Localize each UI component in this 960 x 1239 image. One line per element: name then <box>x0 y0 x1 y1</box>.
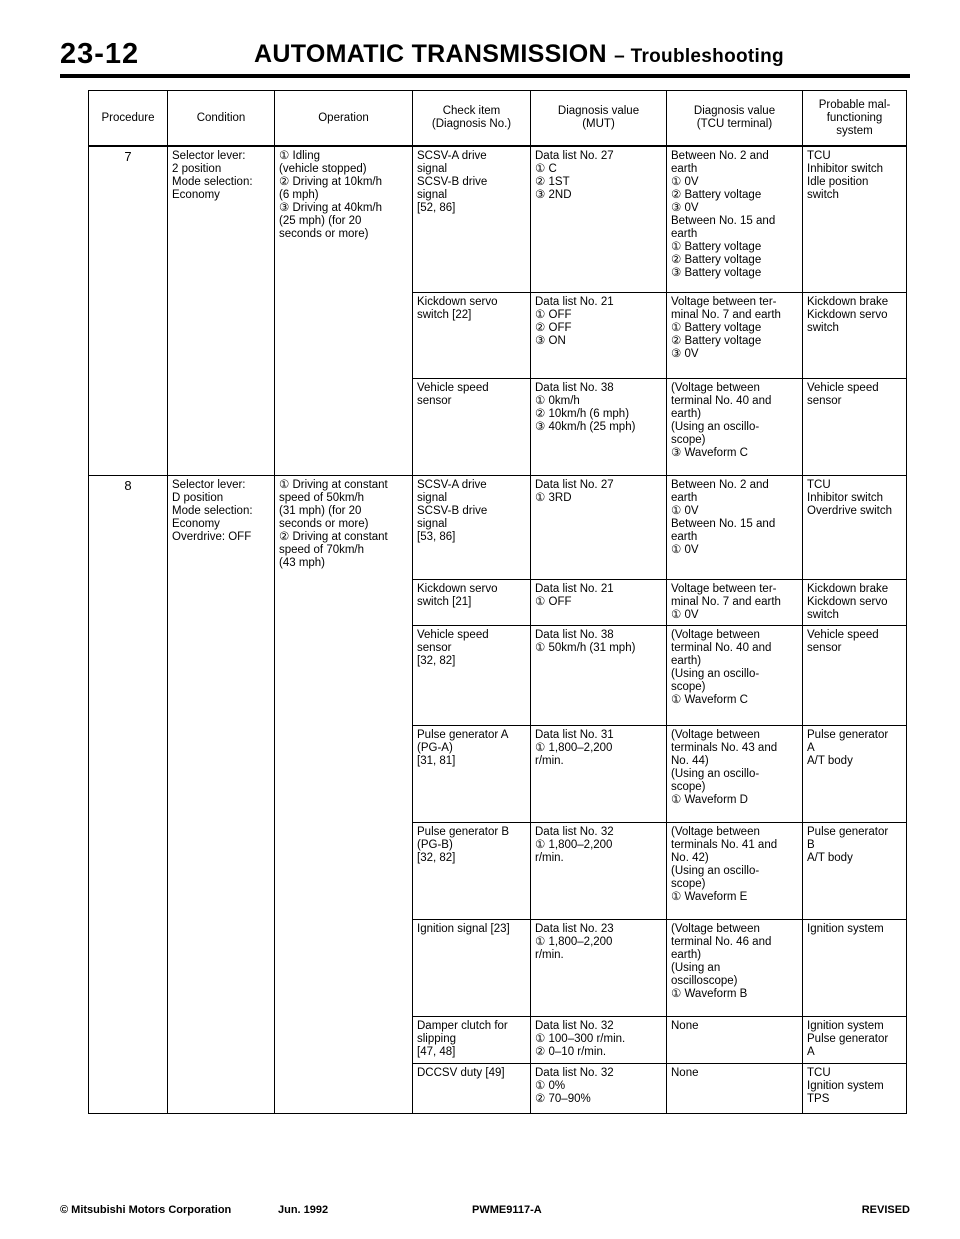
cell-text: ① 3RD <box>535 491 572 504</box>
cell-text: Data list No. 32 <box>535 1019 614 1032</box>
cell-text: Data list No. 32 <box>535 825 614 838</box>
header-text: Check item <box>442 105 501 117</box>
cell-text: Vehicle speed <box>417 381 489 394</box>
cell-text: ③ 0V <box>671 347 699 360</box>
check-item-cell <box>413 146 531 292</box>
cell-text: ① C <box>535 163 557 175</box>
probable-system-cell <box>803 292 907 378</box>
cell-text: signal <box>417 163 448 175</box>
diagnosis-mut-cell <box>531 919 667 1016</box>
cell-text: sensor <box>807 394 842 407</box>
check-item-cell <box>413 625 531 725</box>
cell-text: earth <box>671 530 698 543</box>
header-text: (TCU terminal) <box>696 118 773 130</box>
cell-text: sensor <box>417 641 452 654</box>
cell-text: ① Waveform E <box>671 890 748 903</box>
table-row <box>89 475 907 579</box>
cell-text: Kickdown servo <box>807 595 888 608</box>
cell-text: scope) <box>671 680 706 693</box>
column-header-check-item <box>413 91 531 147</box>
cell-text: Data list No. 23 <box>535 922 614 935</box>
cell-text: earth) <box>671 407 702 420</box>
cell-text: [32, 82] <box>417 654 456 667</box>
cell-text: Ignition system <box>807 1079 884 1092</box>
cell-text: ③ 0V <box>671 202 699 214</box>
condition-cell <box>168 475 275 1113</box>
check-item-cell <box>413 579 531 625</box>
probable-system-cell <box>803 579 907 625</box>
cell-text: ③ ON <box>535 334 566 347</box>
cell-text: earth <box>671 163 698 175</box>
column-header-probable-system <box>803 91 907 147</box>
header-text: Operation <box>318 111 369 124</box>
page-number: 23-12 <box>60 38 140 70</box>
footer-copyright: © Mitsubishi Motors Corporation <box>60 1204 232 1216</box>
cell-text: Damper clutch for <box>417 1019 508 1032</box>
cell-text: (43 mph) <box>279 556 326 569</box>
check-item-cell <box>413 378 531 475</box>
table-header-row <box>89 91 907 147</box>
page-title-sub: – Troubleshooting <box>614 46 784 67</box>
cell-text: (Using an oscillo- <box>671 667 760 680</box>
cell-text: Pulse generator <box>807 825 889 838</box>
cell-text: SCSV-B drive <box>417 504 488 517</box>
cell-text: (vehicle stopped) <box>279 163 367 175</box>
cell-text: switch <box>807 608 839 621</box>
cell-text: 7 <box>124 149 132 164</box>
cell-text: Inhibitor switch <box>807 491 884 504</box>
cell-text: minal No. 7 and earth <box>671 595 781 608</box>
diagnosis-mut-cell <box>531 822 667 919</box>
check-item-cell <box>413 292 531 378</box>
cell-text: [53, 86] <box>417 530 456 543</box>
cell-text: Economy <box>172 517 220 530</box>
diagnosis-mut-cell <box>531 475 667 579</box>
header-text: Probable mal- <box>818 98 891 111</box>
cell-text: ② Battery voltage <box>671 334 762 347</box>
cell-text: ① 0V <box>671 543 699 556</box>
cell-text: SCSV-A drive <box>417 478 487 491</box>
probable-system-cell <box>803 475 907 579</box>
procedure-cell <box>89 475 168 1113</box>
cell-text: [31, 81] <box>417 754 456 767</box>
diagnosis-tcu-cell <box>667 292 803 378</box>
cell-text: switch [21] <box>417 595 472 608</box>
header-text: Diagnosis value <box>557 105 640 117</box>
header-text: Procedure <box>101 111 155 124</box>
cell-text: A <box>807 741 815 754</box>
cell-text: Data list No. 21 <box>535 582 614 595</box>
cell-text: A/T body <box>807 851 853 864</box>
check-item-cell <box>413 1016 531 1063</box>
cell-text: ② Battery voltage <box>671 189 762 201</box>
cell-text: ③ Battery voltage <box>671 267 762 279</box>
diagnosis-tcu-cell <box>667 378 803 475</box>
cell-text: (Using an <box>671 961 721 974</box>
cell-text: ① 1,800–2,200 <box>535 741 613 754</box>
footer-date: Jun. 1992 <box>278 1204 329 1216</box>
check-item-cell <box>413 1063 531 1113</box>
column-header-diagnosis-tcu <box>667 91 803 147</box>
diagnosis-mut-cell <box>531 725 667 822</box>
cell-text: A/T body <box>807 754 853 767</box>
probable-system-cell <box>803 919 907 1016</box>
diagnosis-tcu-cell <box>667 579 803 625</box>
cell-text: 2 position <box>172 163 222 175</box>
cell-text: ③ Waveform C <box>671 446 748 459</box>
cell-text: TCU <box>807 478 831 491</box>
cell-text: TPS <box>807 1092 830 1105</box>
cell-text: terminals No. 43 and <box>671 741 778 754</box>
page-title-main: AUTOMATIC TRANSMISSION <box>254 40 607 68</box>
header-text: Condition <box>196 111 246 124</box>
diagnosis-tcu-cell <box>667 146 803 292</box>
cell-text: Pulse generator <box>807 728 889 741</box>
cell-text: [52, 86] <box>417 202 456 214</box>
diagnosis-tcu-cell <box>667 625 803 725</box>
cell-text: ① OFF <box>535 308 572 321</box>
cell-text: oscilloscope) <box>671 974 738 987</box>
cell-text: (PG-B) <box>417 838 453 851</box>
troubleshooting-table <box>88 90 907 1114</box>
diagnosis-mut-cell <box>531 146 667 292</box>
cell-text: (Voltage between <box>671 381 760 394</box>
header-text: system <box>836 124 873 137</box>
cell-text: (31 mph) (for 20 <box>279 504 362 517</box>
cell-text: (Using an oscillo- <box>671 864 760 877</box>
cell-text: Data list No. 31 <box>535 728 614 741</box>
diagnosis-mut-cell <box>531 579 667 625</box>
diagnosis-tcu-cell <box>667 822 803 919</box>
cell-text: r/min. <box>535 851 564 864</box>
diagnosis-mut-cell <box>531 378 667 475</box>
cell-text: switch <box>807 189 839 201</box>
cell-text: Mode selection: <box>172 504 253 517</box>
cell-text: ① 0km/h <box>535 394 580 407</box>
cell-text: seconds or more) <box>279 228 369 240</box>
probable-system-cell <box>803 378 907 475</box>
cell-text: Data list No. 32 <box>535 1066 614 1079</box>
cell-text: scope) <box>671 433 706 446</box>
cell-text: ② 0–10 r/min. <box>535 1045 607 1058</box>
cell-text: ① Battery voltage <box>671 241 762 253</box>
cell-text: ② OFF <box>535 321 572 334</box>
cell-text: Selector lever: <box>172 150 246 162</box>
probable-system-cell <box>803 822 907 919</box>
cell-text: Vehicle speed <box>807 628 879 641</box>
cell-text: terminal No. 40 and <box>671 394 772 407</box>
cell-text: ① 0V <box>671 504 699 517</box>
cell-text: ③ 40km/h (25 mph) <box>535 420 636 433</box>
diagnosis-tcu-cell <box>667 475 803 579</box>
cell-text: Ignition system <box>807 922 884 935</box>
table-body <box>89 146 907 1113</box>
cell-text: ① 1,800–2,200 <box>535 935 613 948</box>
diagnosis-tcu-cell <box>667 725 803 822</box>
header-text: (Diagnosis No.) <box>431 118 512 130</box>
cell-text: Economy <box>172 189 220 201</box>
cell-text: scope) <box>671 780 706 793</box>
cell-text: (Voltage between <box>671 628 760 641</box>
operation-cell <box>275 146 413 475</box>
check-item-cell <box>413 919 531 1016</box>
cell-text: ② 1ST <box>535 176 570 188</box>
diagnosis-tcu-cell <box>667 1016 803 1063</box>
cell-text: Inhibitor switch <box>807 163 884 175</box>
cell-text: ① OFF <box>535 595 572 608</box>
cell-text: A <box>807 1045 815 1058</box>
cell-text: ① 50km/h (31 mph) <box>535 641 636 654</box>
cell-text: (6 mph) <box>279 189 319 201</box>
cell-text: DCCSV duty [49] <box>417 1066 505 1079</box>
cell-text: earth) <box>671 654 702 667</box>
probable-system-cell <box>803 1016 907 1063</box>
cell-text: Kickdown brake <box>807 295 889 308</box>
cell-text: No. 42) <box>671 851 709 864</box>
cell-text: [32, 82] <box>417 851 456 864</box>
cell-text: D position <box>172 491 224 504</box>
cell-text: speed of 50km/h <box>279 491 365 504</box>
cell-text: (PG-A) <box>417 741 453 754</box>
diagnosis-mut-cell <box>531 625 667 725</box>
cell-text: signal <box>417 491 448 504</box>
cell-text: ① Waveform D <box>671 793 748 806</box>
cell-text: Data list No. 38 <box>535 628 614 641</box>
cell-text: [47, 48] <box>417 1045 456 1058</box>
column-header-operation <box>275 91 413 147</box>
header-text: functioning <box>826 111 883 124</box>
probable-system-cell <box>803 146 907 292</box>
cell-text: ② Battery voltage <box>671 254 762 266</box>
table-row <box>89 146 907 292</box>
probable-system-cell <box>803 625 907 725</box>
probable-system-cell <box>803 725 907 822</box>
cell-text: (Voltage between <box>671 922 760 935</box>
cell-text: minal No. 7 and earth <box>671 308 781 321</box>
cell-text: SCSV-A drive <box>417 150 487 162</box>
cell-text: Ignition signal [23] <box>417 922 510 935</box>
header-rule <box>60 74 910 78</box>
cell-text: Between No. 15 and <box>671 215 776 227</box>
procedure-cell <box>89 146 168 475</box>
cell-text: Pulse generator A <box>417 728 509 741</box>
column-header-diagnosis-mut <box>531 91 667 147</box>
condition-cell <box>168 146 275 475</box>
cell-text: Overdrive: OFF <box>172 530 252 543</box>
cell-text: ① 100–300 r/min. <box>535 1032 626 1045</box>
diagnosis-tcu-cell <box>667 1063 803 1113</box>
cell-text: None <box>671 1019 699 1032</box>
cell-text: terminal No. 46 and <box>671 935 772 948</box>
cell-text: Pulse generator B <box>417 825 510 838</box>
cell-text: earth) <box>671 948 702 961</box>
diagnosis-mut-cell <box>531 292 667 378</box>
cell-text: (25 mph) (for 20 <box>279 215 362 227</box>
footer-document-code: PWME9117-A <box>472 1204 542 1216</box>
diagnosis-tcu-cell <box>667 919 803 1016</box>
cell-text: (Voltage between <box>671 728 760 741</box>
cell-text: seconds or more) <box>279 517 369 530</box>
cell-text: B <box>807 838 815 851</box>
cell-text: Between No. 2 and <box>671 478 769 491</box>
operation-cell <box>275 475 413 1113</box>
cell-text: Kickdown brake <box>807 582 889 595</box>
cell-text: Overdrive switch <box>807 504 892 517</box>
cell-text: ① Driving at constant <box>279 478 388 491</box>
cell-text: sensor <box>417 394 452 407</box>
cell-text: ② 10km/h (6 mph) <box>535 407 630 420</box>
cell-text: switch <box>807 321 839 334</box>
cell-text: Pulse generator <box>807 1032 889 1045</box>
cell-text: Data list No. 27 <box>535 478 614 491</box>
cell-text: earth <box>671 491 698 504</box>
cell-text: Vehicle speed <box>807 381 879 394</box>
cell-text: sensor <box>807 641 842 654</box>
column-header-condition <box>168 91 275 147</box>
cell-text: Kickdown servo <box>417 295 498 308</box>
cell-text: Mode selection: <box>172 176 253 188</box>
cell-text: Data list No. 38 <box>535 381 614 394</box>
cell-text: earth <box>671 228 698 240</box>
cell-text: ② Driving at constant <box>279 530 388 543</box>
diagnosis-mut-cell <box>531 1016 667 1063</box>
cell-text: ② Driving at 10km/h <box>279 176 382 188</box>
cell-text: ① Battery voltage <box>671 321 762 334</box>
header-text: (MUT) <box>582 118 615 130</box>
cell-text: Selector lever: <box>172 478 246 491</box>
cell-text: ③ Driving at 40km/h <box>279 202 382 214</box>
cell-text: signal <box>417 189 448 201</box>
cell-text: Kickdown servo <box>417 582 498 595</box>
cell-text: ① 0% <box>535 1079 566 1092</box>
cell-text: (Using an oscillo- <box>671 420 760 433</box>
cell-text: r/min. <box>535 948 564 961</box>
cell-text: ① 0V <box>671 176 699 188</box>
cell-text: ① Idling <box>279 150 320 162</box>
cell-text: No. 44) <box>671 754 709 767</box>
column-header-procedure <box>89 91 168 147</box>
cell-text: speed of 70km/h <box>279 543 365 556</box>
footer-revision-status: REVISED <box>861 1204 910 1216</box>
cell-text: (Using an oscillo- <box>671 767 760 780</box>
cell-text: Between No. 2 and <box>671 150 769 162</box>
check-item-cell <box>413 475 531 579</box>
check-item-cell <box>413 725 531 822</box>
cell-text: terminal No. 40 and <box>671 641 772 654</box>
cell-text: scope) <box>671 877 706 890</box>
diagnosis-mut-cell <box>531 1063 667 1113</box>
cell-text: ① 0V <box>671 608 699 621</box>
cell-text: slipping <box>417 1032 456 1045</box>
check-item-cell <box>413 822 531 919</box>
cell-text: ① Waveform C <box>671 693 748 706</box>
cell-text: r/min. <box>535 754 564 767</box>
cell-text: ① Waveform B <box>671 987 748 1000</box>
cell-text: (Voltage between <box>671 825 760 838</box>
cell-text: ② 70–90% <box>535 1092 591 1105</box>
probable-system-cell <box>803 1063 907 1113</box>
cell-text: Kickdown servo <box>807 308 888 321</box>
cell-text: Ignition system <box>807 1019 884 1032</box>
cell-text: Between No. 15 and <box>671 517 776 530</box>
page-header <box>60 38 912 76</box>
cell-text: signal <box>417 517 448 530</box>
cell-text: TCU <box>807 150 831 162</box>
cell-text: Data list No. 21 <box>535 295 614 308</box>
page-title <box>254 40 784 69</box>
cell-text: TCU <box>807 1066 831 1079</box>
cell-text: Voltage between ter- <box>671 582 777 595</box>
cell-text: None <box>671 1066 699 1079</box>
cell-text: Idle position <box>807 176 869 188</box>
cell-text: ③ 2ND <box>535 189 572 201</box>
cell-text: switch [22] <box>417 308 472 321</box>
page-footer <box>60 1204 910 1224</box>
cell-text: 8 <box>124 477 132 493</box>
cell-text: Vehicle speed <box>417 628 489 641</box>
cell-text: SCSV-B drive <box>417 176 488 188</box>
cell-text: terminals No. 41 and <box>671 838 778 851</box>
cell-text: Voltage between ter- <box>671 295 777 308</box>
cell-text: ① 1,800–2,200 <box>535 838 613 851</box>
cell-text: Data list No. 27 <box>535 150 614 162</box>
header-text: Diagnosis value <box>693 105 776 117</box>
